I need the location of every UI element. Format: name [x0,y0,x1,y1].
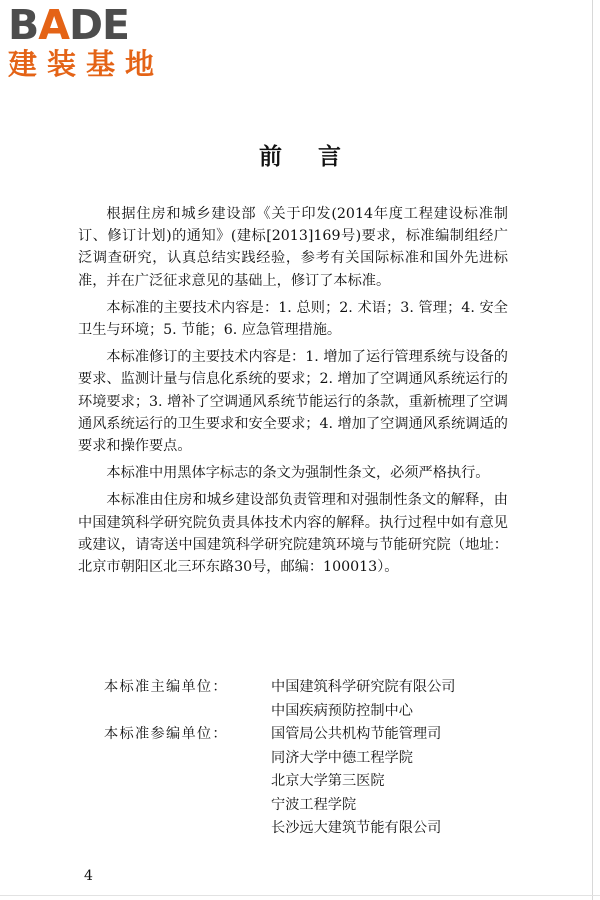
chief-units-row [104,676,524,723]
logo-letters-suffix: DE [69,1,130,49]
logo-chinese-name: 建装基地 [8,47,165,81]
logo-wordmark [8,1,178,49]
participating-units-list [271,723,441,841]
chief-units-list [271,676,455,723]
participating-unit-item: 同济大学中德工程学院 [271,749,413,766]
brand-logo [8,1,178,81]
chief-unit-item: 中国建筑科学研究院有限公司 [271,679,456,695]
participating-units-row [104,723,524,841]
logo-letters-prefix: B [8,1,39,49]
participating-unit-item: 宁波工程学院 [271,796,357,813]
participating-unit-item: 长沙远大建筑节能有限公司 [271,820,442,836]
chief-unit-item: 中国疾病预防控制中心 [271,702,413,719]
page-edge-bottom [0,895,600,896]
page-edge-right [592,0,593,900]
paragraph-revisions: 本标准修订的主要技术内容是：1. 增加了运行管理系统与设备的要求、监测计量与信息化系统的要求；2. 增加了空调通风系统运行的环境要求；3. 增补了空调通风系统节能运行的条款，重新梳理了空调通风系统运行的卫生要求和安全要求；4. 增加了空调通风系统调适的要求和操作要点。 [78,349,508,455]
paragraph-mandatory-clauses: 本标准中用黑体字标志的条文为强制性条文，必须严格执行。 [106,465,490,482]
page-number: 4 [84,868,93,884]
participating-units-label: 本标准参编单位： [104,726,228,742]
logo-letter-accent: A [38,1,69,49]
page-title: 前言 [259,143,377,170]
chief-units-label: 本标准主编单位： [104,679,228,695]
paragraph-basis: 根据住房和城乡建设部《关于印发(2014年度工程建设标准制订、修订计划)的通知》(建标[2013]169号)要求，标准编制组经广泛调查研究，认真总结实践经验，参考有关国际标准和国外先进标准，并在广泛征求意见的基础上，修订了本标准。 [78,206,508,289]
participating-unit-item: 北京大学第三医院 [271,773,385,789]
paragraph-administration: 本标准由住房和城乡建设部负责管理和对强制性条文的解释，由中国建筑科学研究院负责具体技术内容的解释。执行过程中如有意见或建议，请寄送中国建筑科学研究院建筑环境与节能研究院（地址：北京市朝阳区北三环东路30号，邮编：100013）。 [78,492,508,576]
participating-unit-item: 国管局公共机构节能管理司 [271,726,442,742]
preface-body [78,203,508,583]
paragraph-main-contents: 本标准的主要技术内容是：1. 总则；2. 术语；3. 管理；4. 安全卫生与环境；5. 节能；6. 应急管理措施。 [78,299,508,339]
units-section [104,676,524,841]
